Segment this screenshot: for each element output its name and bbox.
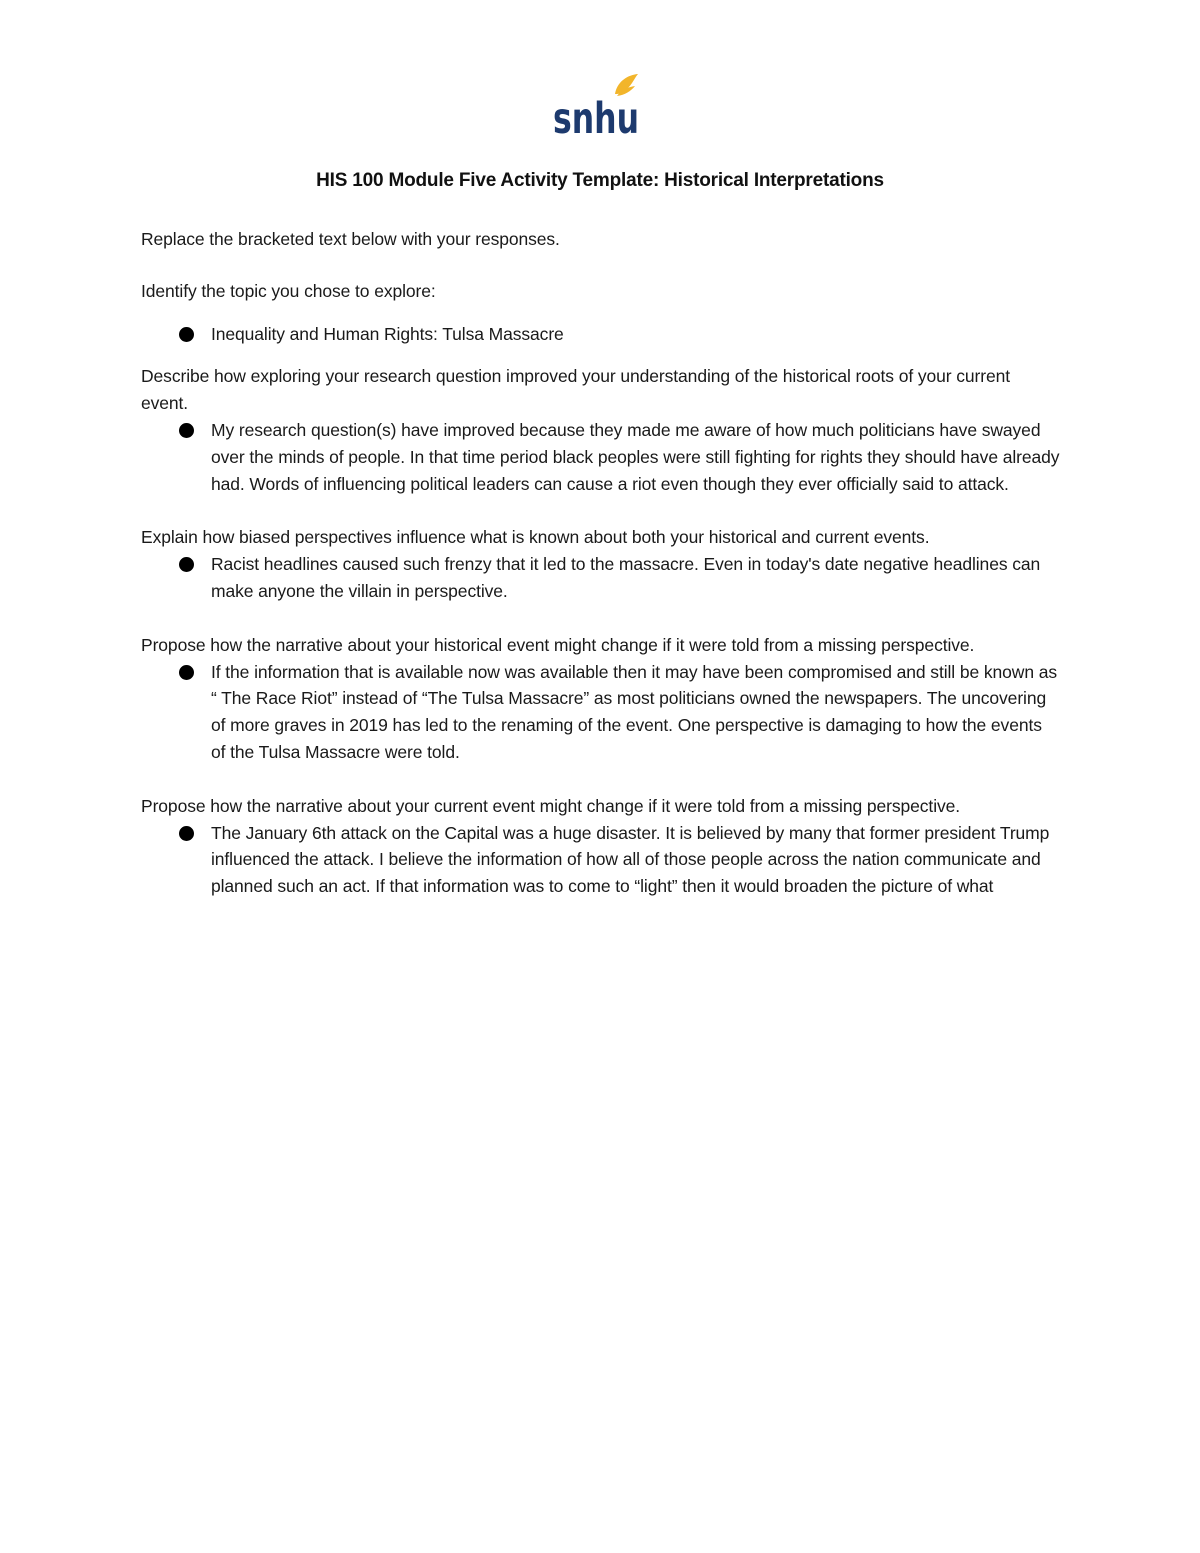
document-body <box>141 226 1061 900</box>
bullet-icon <box>179 327 194 342</box>
response-historical-narrative <box>141 659 1061 766</box>
prompt-biased-perspectives: Explain how biased perspectives influence what is known about both your historical and current events. <box>141 527 930 548</box>
response-text: Racist headlines caused such frenzy that it led to the massacre. Even in today's date negative headlines can make anyone the villain in perspective. <box>211 554 1041 601</box>
instruction-text: Replace the bracketed text below with your responses. <box>141 229 560 249</box>
snhu-logo <box>551 72 643 144</box>
response-research-question <box>141 417 1061 497</box>
bullet-icon <box>179 826 194 841</box>
document-title: HIS 100 Module Five Activity Template: Historical Interpretations <box>316 170 884 191</box>
response-biased-perspectives <box>141 551 1061 605</box>
response-text: The January 6th attack on the Capital was a huge disaster. It is believed by many that former president Trump influenced the attack. I believe the information of how all of those people across the nation communicate and planned such an act. If that information was to come to “light” then it would broaden the picture of what <box>211 822 1050 897</box>
prompt-current-narrative: Propose how the narrative about your current event might change if it were told from a missing perspective. <box>141 795 961 816</box>
response-text: If the information that is available now was available then it may have been compromised and still be known as “ The Race Riot” instead of “The Tulsa Massacre” as most politicians owned the newspapers. The uncovering of more graves in 2019 has led to the renaming of the event. One perspective is damaging to how the events of the Tulsa Massacre were told. <box>211 661 1057 762</box>
snhu-logo-graphic <box>551 72 643 144</box>
response-text: Inequality and Human Rights: Tulsa Massacre <box>211 323 564 344</box>
bullet-icon <box>179 423 194 438</box>
response-text: My research question(s) have improved because they made me aware of how much politicians have swayed over the minds of people. In that time period black peoples were still fighting for rights they should have already had. Words of influencing political leaders can cause a riot even though they ever officially said to attack. <box>211 419 1060 494</box>
bullet-icon <box>179 557 194 572</box>
response-current-narrative <box>141 820 1061 900</box>
response-topic <box>141 321 1061 348</box>
prompt-topic: Identify the topic you chose to explore: <box>141 280 436 301</box>
prompt-research-question: Describe how exploring your research question improved your understanding of the historical roots of your current event. <box>141 366 1011 414</box>
logo-wordmark: snhu <box>553 94 639 144</box>
bullet-icon <box>179 665 194 680</box>
prompt-historical-narrative: Propose how the narrative about your historical event might change if it were told from a missing perspective. <box>141 634 975 655</box>
